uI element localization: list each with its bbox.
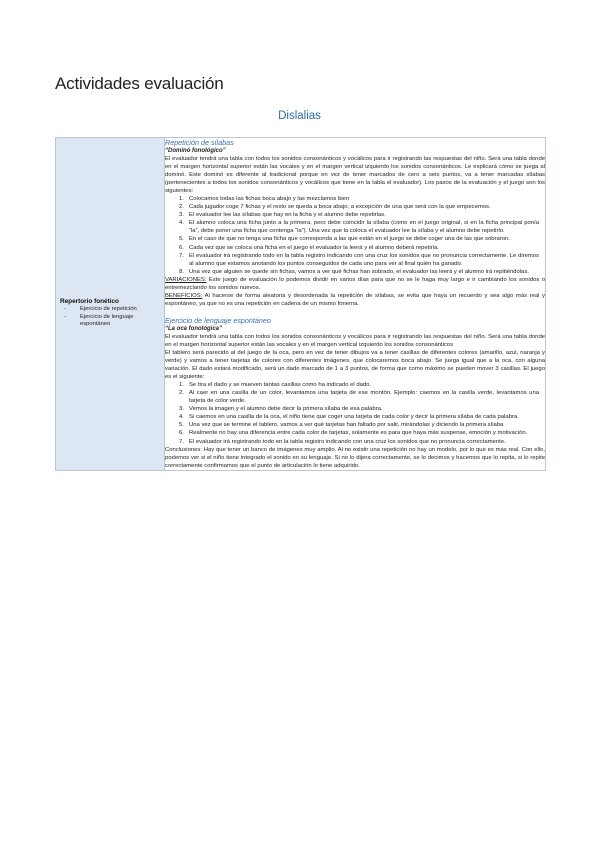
category-item: - Ejercicio de repetición [64, 306, 137, 312]
game-name-oca: “La oca fonológica” [165, 325, 223, 332]
step-item: 8. Una vez que alguien se quede sin fichas, vamos a ver qué fichas han sobrado, el evaluador las leerá y el alumno irá repitiéndolas. [179, 268, 529, 275]
step-item: 2. Cada jugador coge 7 fichas y el resto se queda a boca abajo, a excepción de una que será con la que empecemos. [179, 204, 491, 211]
step-item: 3. El evaluador lee las sílabas que hay en la ficha y el alumno debe repetirlas. [179, 212, 386, 219]
block-intro: El evaluador tendrá una tabla con todos los sonidos consonánticos y vocálicos para ir registrando las respuestas del niño. Será una tabla donde en el margen horizontal superior están las vocales y en el margen vertical izquierdo los sonidos consonánticos [165, 333, 545, 348]
step-item: 5. Una vez que se termine el tablero, vamos a ver qué tarjetas han faltado por salir, mirándolas y diciendo la primera sílaba [179, 422, 504, 429]
step-item: 3. Vemos la imagen y el alumno debe decir la primera sílaba de esa palabra. [179, 406, 383, 413]
steps-list-oca [165, 381, 545, 445]
table-row [56, 138, 546, 471]
step-item: 4. El alumno coloca una ficha junto a la primera, pero debe coincidir la sílaba (como en el juego original, si en la ficha principal ponía “la”, debe poner una ficha que contenga “la”). Una vez que la coloca el evaluador lee la sílaba y el alumno debe repetirlo. [179, 220, 539, 235]
step-item: 2. Al caer en una casilla de un color, levantamos una tarjeta de ese montón. Ejemplo: caemos en la casilla verde, levantamos una tarjeta de color verde. [179, 390, 539, 405]
step-item: 1. Colocamos todas las fichas boca abajo y las mezclamos bien [179, 196, 350, 203]
step-item: 6. Cada vez que se coloca una ficha en el juego el evaluador la leerá y el alumno deberá repetirla. [179, 244, 439, 251]
block-intro-2: El tablero será parecido al del juego de la oca, pero en vez de tener dibujos va a tener casillas de diferentes colores (amarillo, azul, naranja y verde) y vamos a tener tarjetas de colores con diferentes imágenes, que colocaremos boca abajo. Se juega igual que a la oca, con alguna variación. El dado estará modificado, será un dado marcado de 1 a 3 puntos, de forma que como máximo se pueden mover 3 casillas. El juego es el siguiente: [165, 349, 545, 381]
step-item: 6. Realmente no hay una diferencia entre cada color de tarjetas, solamente es para que haya más suspense, emoción y motivación. [179, 430, 528, 437]
block-title-repeticion: Repetición de sílabas [165, 138, 234, 147]
step-item: 4. Si caemos en una casilla de la oca, el niño tiene que coger una tarjeta de cada color y decir la primera sílaba de cada palabra. [179, 414, 519, 421]
variaciones-paragraph: VARIACIONES: Este juego de evaluación lo podemos dividir en varios días para que no se le haga muy largo e ir cambiando los sonidos o entremezclando los sonidos nuevos. [165, 276, 545, 291]
step-item: 7. El evaluador irá registrando todo en la tabla registro indicando con una cruz los sonidos que no pronuncia correctamente. [179, 438, 506, 445]
step-item: 5. En el caso de que no tenga una ficha que corresponda a las que están en el juego se debe coger una de las que sobraron. [179, 236, 510, 243]
category-heading: Repertorio fonético [60, 298, 119, 305]
conclusiones-paragraph: Conclusiones: Hay que tener un banco de imágenes muy amplio. Al no existir una repetición no hay un modelo, por lo que es más real. Con ello, podemos ver si el niño tiene integrado el sonido en su lenguaje. Si no lo dijera correctamente, se lo decimos y hacemos que lo repita, si lo repite correctamente confirmamos que el punto de articulación lo tiene adquirido. [165, 446, 545, 469]
category-list [60, 306, 160, 329]
content-cell [165, 138, 546, 471]
block-title-espontaneo: Ejercicio de lenguaje espontáneo [165, 315, 271, 325]
page-title: Actividades evaluación [55, 74, 224, 93]
evaluation-table [55, 137, 546, 471]
game-name-domino: “Dominó fonológico” [165, 148, 226, 154]
step-item: 7. El evaluador irá registrando todo en la tabla registro indicando con una cruz los sonidos que no pronuncia correctamente. Le diremos al alumno que estamos anotando los puntos conseguidos de cada uno para ver al final quién ha ganado. [179, 252, 539, 267]
category-cell [56, 138, 165, 471]
section-title: Dislalias [278, 110, 321, 122]
block-intro: El evaluador tendrá una tabla con todos los sonidos consonánticos y vocálicos para ir registrando las respuestas del niño. Será una tabla donde en el margen horizontal superior están las vocales y en el margen vertical izquierdo los sonidos consonánticos. Le explicará cómo se juega al dominó. Este dominó es diferente al tradicional porque en vez de tener marcados de cero a seis puntos, va a tener marcadas sílabas (pertenecientes a todos los sonidos consonánticos y vocálicos que tiene en la tabla el evaluador). Los pasos de la evaluación y el juego son los siguientes: [165, 156, 545, 195]
step-item: 1. Se tira el dado y se mueven tantas casillas como ha indicado el dado. [179, 382, 372, 389]
beneficios-paragraph: BENEFICIOS: Al hacerse de forma aleatoria y desordenada la repetición de sílabas, se evita que haya un recuerdo y sea algo más real y espontáneo, ya que no es una repetición en cadena de un mismo fonema. [165, 292, 545, 307]
steps-list-domino [165, 195, 545, 275]
category-item: - Ejercicio de lenguaje espontáneo [64, 313, 134, 327]
